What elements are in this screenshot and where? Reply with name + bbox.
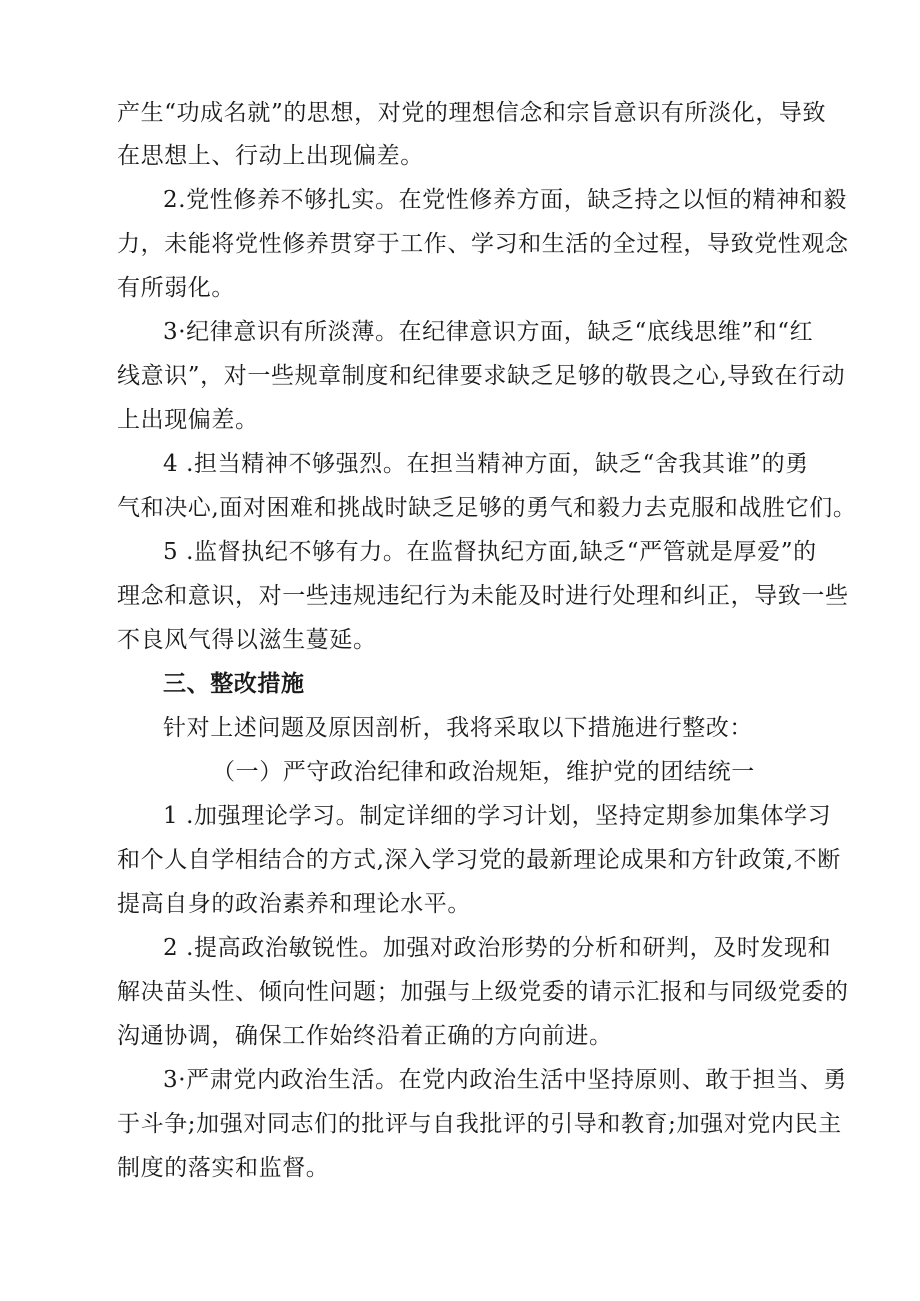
paragraph-line: 气和决心,面对困难和挑战时缺乏足够的勇气和毅力去克服和战胜它们。	[117, 495, 857, 521]
paragraph-line: 上出现偏差。	[117, 407, 259, 433]
paragraph-line: 理念和意识，对一些违规违纪行为未能及时进行处理和纠正，导致一些	[117, 583, 849, 609]
section-heading: 三、整改措施	[163, 670, 305, 697]
paragraph-line: 2 .提高政治敏锐性。加强对政治形势的分析和研判，及时发现和	[163, 935, 832, 961]
paragraph-line: 产生“功成名就”的思想，对党的理想信念和宗旨意识有所淡化，导致	[117, 100, 827, 126]
paragraph-line: 不良风气得以滋生蔓延。	[117, 627, 377, 653]
paragraph-line: 线意识”，对一些规章制度和纪律要求缺乏足够的敬畏之心,导致在行动	[117, 363, 846, 389]
paragraph-line: 解决苗头性、倾向性问题；加强与上级党委的请示汇报和与同级党委的	[117, 979, 849, 1005]
paragraph-line: 制度的落实和监督。	[117, 1155, 330, 1181]
paragraph-line: 沟通协调，确保工作始终沿着正确的方向前进。	[117, 1023, 613, 1049]
paragraph-line: 3·严肃党内政治生活。在党内政治生活中坚持原则、敢于担当、勇	[163, 1067, 847, 1093]
paragraph-line: 1 .加强理论学习。制定详细的学习计划，坚持定期参加集体学习	[163, 803, 832, 829]
paragraph-line: 于斗争;加强对同志们的批评与自我批评的引导和教育;加强对党内民主	[117, 1111, 842, 1137]
paragraph-line: 和个人自学相结合的方式,深入学习党的最新理论成果和方针政策,不断	[117, 847, 841, 873]
paragraph-line: 3·纪律意识有所淡薄。在纪律意识方面，缺乏“底线思维”和“红	[163, 319, 814, 345]
paragraph-line: 有所弱化。	[117, 275, 235, 301]
paragraph-line: 在思想上、行动上出现偏差。	[117, 143, 424, 169]
paragraph-line: 针对上述问题及原因剖析，我将采取以下措施进行整改：	[163, 715, 753, 741]
subsection-heading: （一）严守政治纪律和政治规矩，维护党的团结统一	[212, 759, 755, 785]
paragraph-line: 提高自身的政治素养和理论水平。	[117, 891, 471, 917]
paragraph-line: 4 .担当精神不够强烈。在担当精神方面，缺乏“舍我其谁”的勇	[163, 451, 809, 477]
paragraph-line: 5 .监督执纪不够有力。在监督执纪方面,缺乏“严管就是厚爱”的	[163, 539, 817, 565]
paragraph-line: 2.党性修养不够扎实。在党性修养方面，缺乏持之以恒的精神和毅	[163, 187, 847, 213]
paragraph-line: 力，未能将党性修养贯穿于工作、学习和生活的全过程，导致党性观念	[117, 231, 849, 257]
